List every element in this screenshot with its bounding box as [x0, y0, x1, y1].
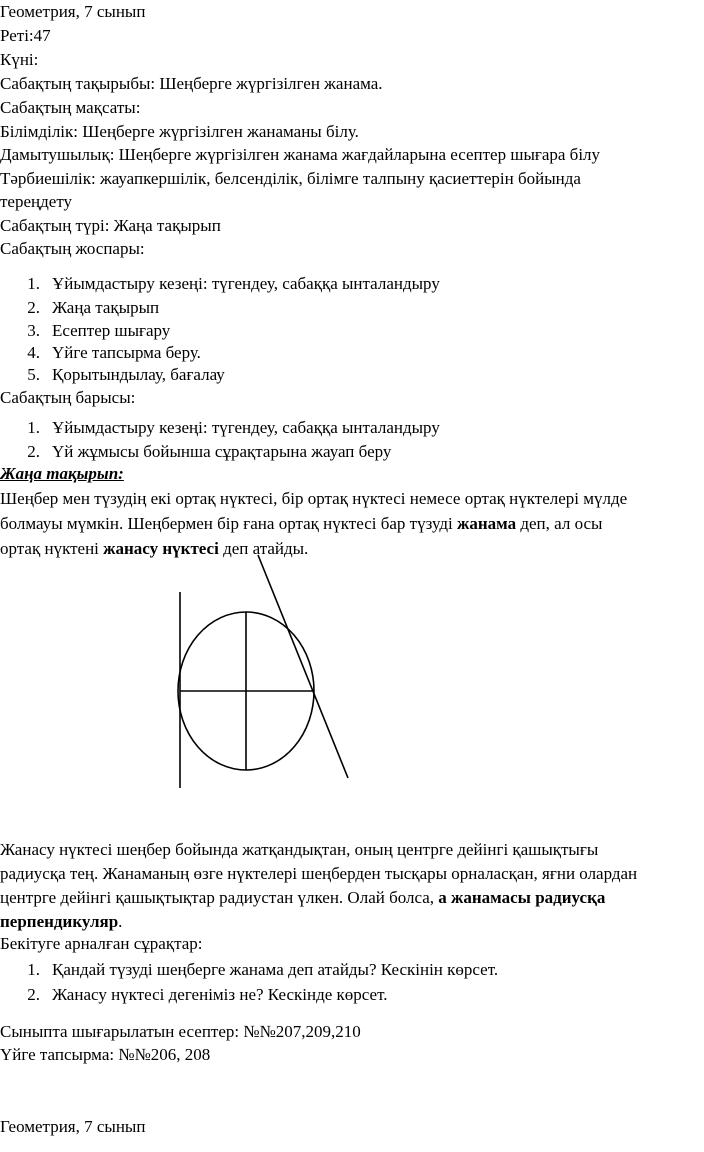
date-line: Күні:	[0, 50, 39, 69]
class-tasks: Сыныпта шығарылатын есептер: №№207,209,210	[0, 1022, 361, 1041]
definition-text: ортақ нүктені	[0, 539, 104, 558]
slanted-tangent-line	[258, 555, 348, 778]
explanation-line4	[0, 910, 122, 934]
question-number: 2.	[27, 985, 40, 1004]
progress-item-number: 2.	[27, 442, 40, 461]
question-text: Қандай түзуді шеңберге жанама деп атайды? Кескінін көрсет.	[52, 960, 499, 979]
definition-line1: Шеңбер мен түзудің екі ортақ нүктесі, бір ортақ нүктесі немесе ортақ нүктелері мүлде	[0, 489, 628, 508]
plan-item-number: 2.	[27, 298, 40, 317]
order-line: Реті:47	[0, 26, 51, 45]
question-item	[0, 983, 704, 1007]
question-item	[0, 958, 704, 982]
explanation-line3	[0, 886, 605, 910]
perpendicular-term: перпендикуляр	[0, 912, 119, 931]
questions-label: Бекітуге арналған сұрақтар:	[0, 934, 203, 953]
explanation-text: .	[118, 912, 123, 931]
topic-line: Сабақтың тақырыбы: Шеңберге жүргізілген жанама.	[0, 74, 383, 93]
progress-item-text: Үй жұмысы бойынша сұрақтарына жауап беру	[52, 442, 392, 461]
definition-text: деп, ал осы	[516, 514, 603, 533]
footer: Геометрия, 7 сынып	[0, 1117, 146, 1136]
tangent-term: жанама	[457, 514, 517, 533]
plan-item-text: Қорытындылау, бағалау	[52, 365, 225, 384]
explanation-text: центрге дейінгі қашықтықтар радиустан үлкен. Олай болса,	[0, 888, 439, 907]
plan-item-number: 4.	[27, 343, 40, 362]
plan-item-text: Ұйымдастыру кезеңі: түгендеу, сабаққа ынталандыру	[52, 274, 440, 293]
plan-item-number: 5.	[27, 365, 40, 384]
lesson-type: Сабақтың түрі: Жаңа тақырып	[0, 216, 221, 235]
educational-goal: Білімділік: Шеңберге жүргізілген жанаманы білу.	[0, 122, 359, 141]
plan-item-text: Есептер шығару	[52, 321, 171, 340]
developmental-goal: Дамытушылық: Шеңберге жүргізілген жанама жағдайларына есептер шығара білу	[0, 145, 601, 164]
definition-text: деп атайды.	[218, 539, 309, 558]
definition-text: болмауы мүмкін. Шеңбермен бір ғана ортақ нүктесі бар түзуді	[0, 514, 457, 533]
plan-label: Сабақтың жоспары:	[0, 239, 145, 258]
upbringing-goal-line2: тереңдету	[0, 192, 73, 211]
plan-item-number: 1.	[27, 274, 40, 293]
subject-line: Геометрия, 7 сынып	[0, 2, 146, 21]
upbringing-goal-line1: Тәрбиешілік: жауапкершілік, белсенділік, білімге талпыну қасиеттерін бойында	[0, 169, 581, 188]
plan-item-text: Жаңа тақырып	[52, 298, 160, 317]
explanation-line2: радиусқа тең. Жанаманың өзге нүктелері шеңберден тысқары орналасқан, яғни олардан	[0, 864, 638, 883]
home-tasks: Үйге тапсырма: №№206, 208	[0, 1045, 211, 1064]
perpendicular-statement: а жанамасы радиусқа	[438, 888, 606, 907]
progress-label: Сабақтың барысы:	[0, 388, 136, 407]
new-topic-heading: Жаңа тақырып:	[0, 464, 124, 483]
tangent-point-term: жанасу нүктесі	[103, 539, 219, 558]
progress-item-text: Ұйымдастыру кезеңі: түгендеу, сабаққа ынталандыру	[52, 418, 440, 437]
explanation-line1: Жанасу нүктесі шеңбер бойында жатқандықтан, оның центрге дейінгі қашықтығы	[0, 840, 599, 859]
plan-item-text: Үйге тапсырма беру.	[52, 343, 201, 362]
question-number: 1.	[27, 960, 40, 979]
goals-label: Сабақтың мақсаты:	[0, 98, 141, 117]
question-text: Жанасу нүктесі дегеніміз не? Кескінде көрсет.	[52, 985, 388, 1004]
plan-item-number: 3.	[27, 321, 40, 340]
progress-item-number: 1.	[27, 418, 40, 437]
